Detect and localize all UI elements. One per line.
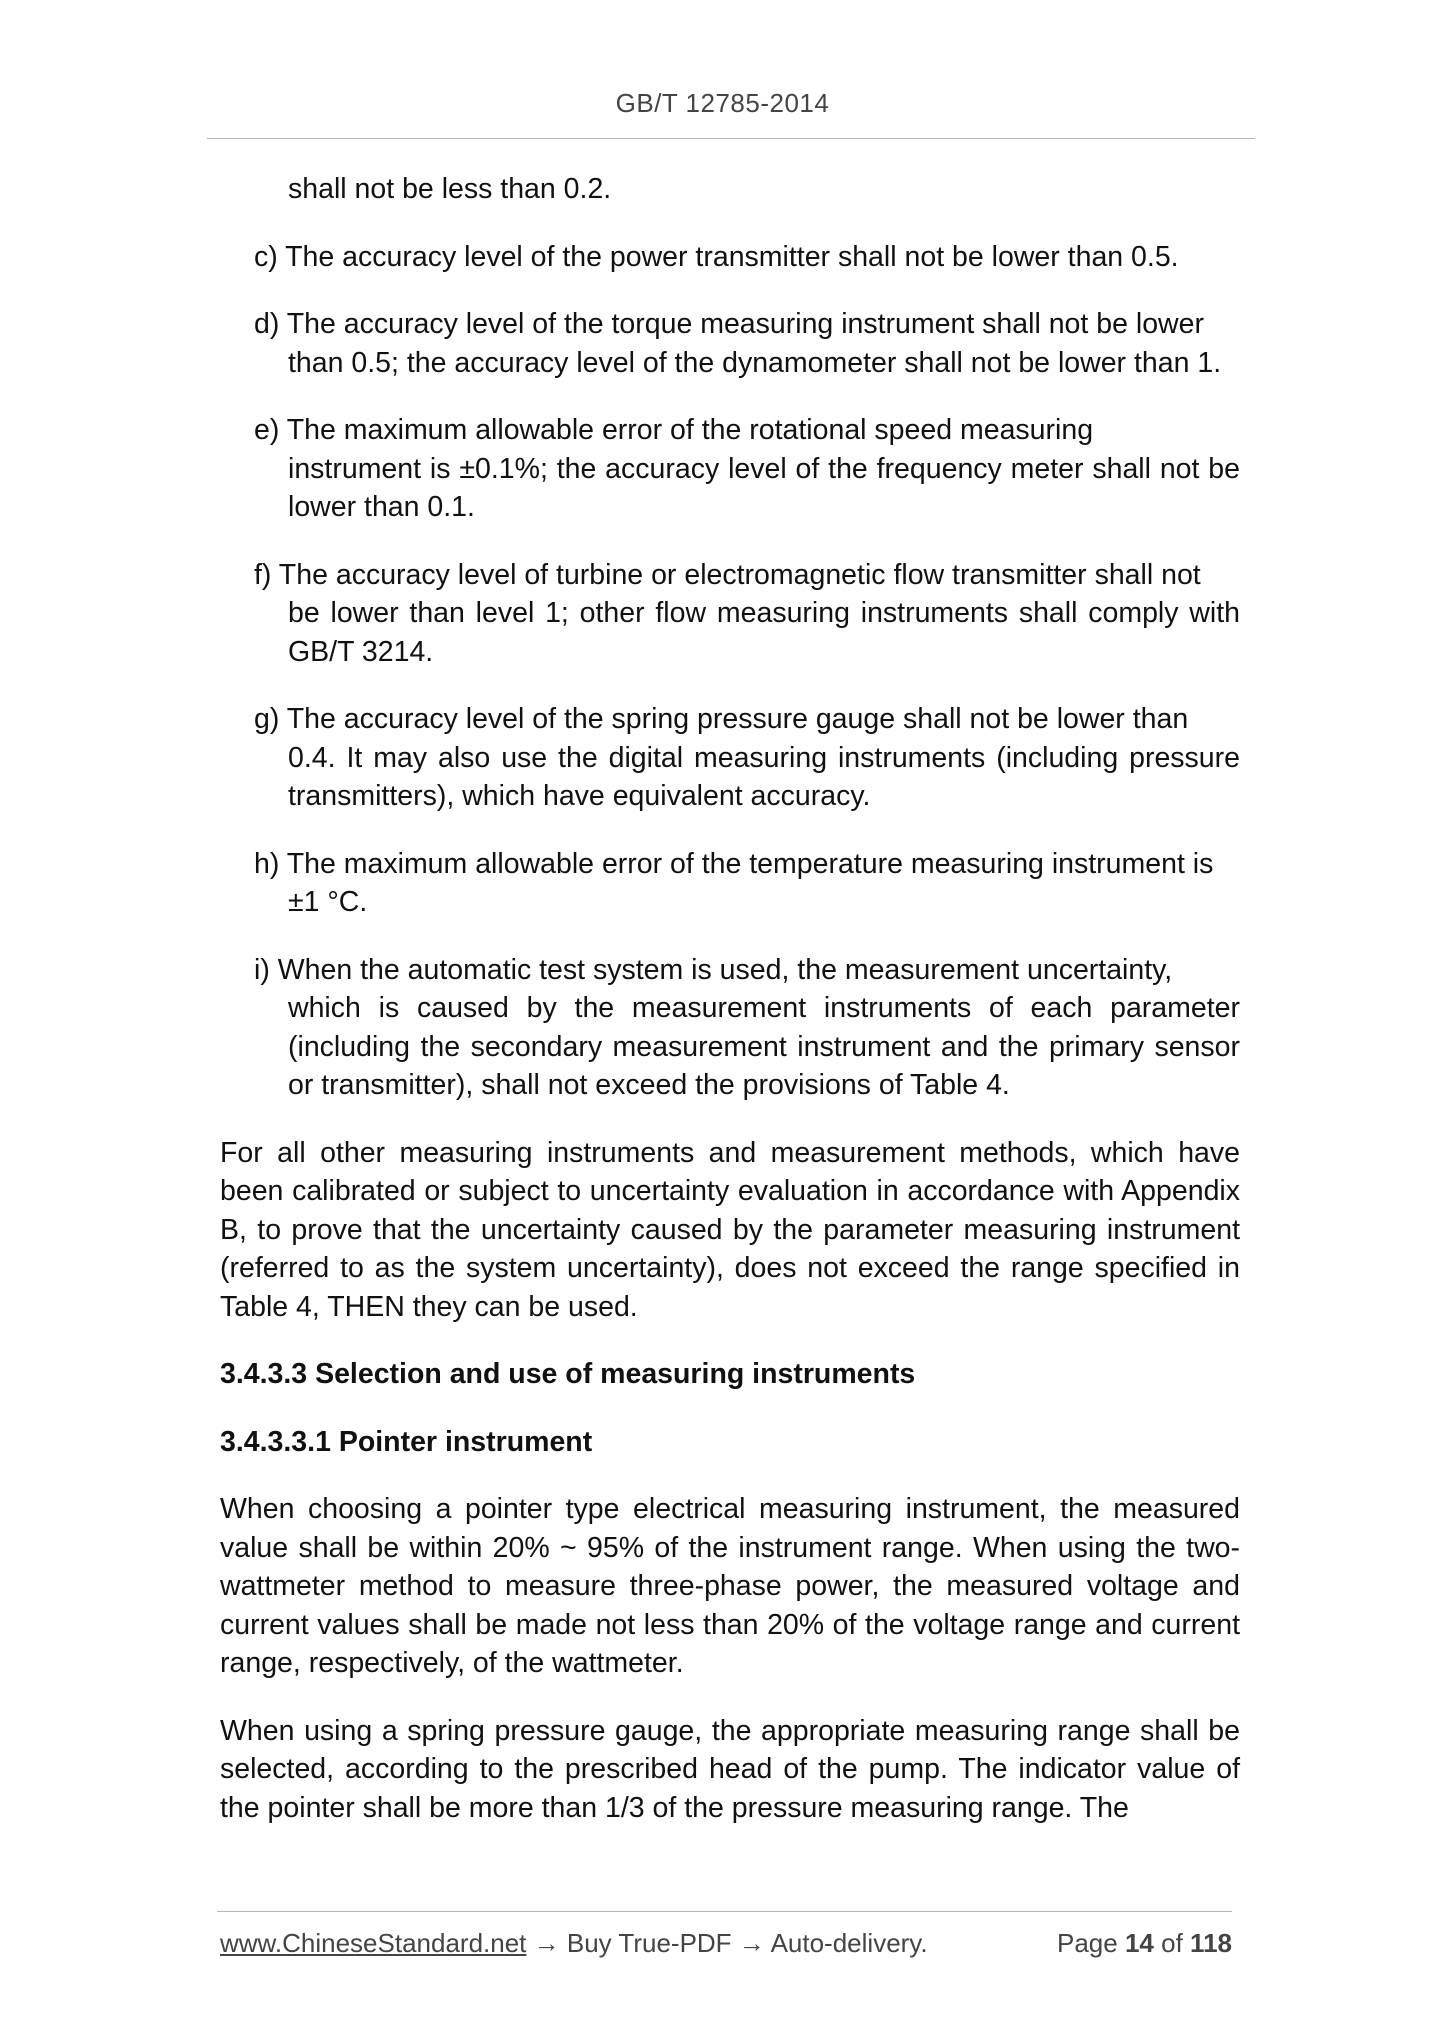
list-item-e bbox=[220, 411, 1240, 527]
page-counter bbox=[1057, 1928, 1232, 1959]
of-label: of bbox=[1161, 1928, 1183, 1958]
list-item-e-first-line: e) The maximum allowable error of the rotational speed measuring bbox=[254, 414, 1094, 446]
footer-promo-text: → Buy True-PDF → Auto-delivery. bbox=[526, 1928, 928, 1958]
page-label: Page bbox=[1057, 1928, 1118, 1958]
paragraph-spring-pressure-gauge: When using a spring pressure gauge, the appropriate measuring range shall be selected, according to the prescribed head of the pump. The indicator value of the pointer shall be more than 1/3 of the pressure measuring range. The bbox=[220, 1714, 1240, 1824]
list-item-i-rest: which is caused by the measurement instruments of each parameter (including the secondary measurement instrument and the primary sensor or transmitter), shall not exceed the provisions of Table 4. bbox=[288, 992, 1240, 1101]
section-heading-selection: 3.4.3.3 Selection and use of measuring instruments bbox=[220, 1358, 916, 1390]
section-heading-pointer-instrument: 3.4.3.3.1 Pointer instrument bbox=[220, 1425, 593, 1458]
list-item-g-first-line: g) The accuracy level of the spring pressure gauge shall not be lower than bbox=[254, 703, 1189, 735]
list-item-h bbox=[220, 845, 1240, 922]
website-link[interactable]: www.ChineseStandard.net bbox=[220, 1928, 527, 1958]
document-header-title: GB/T 12785-2014 bbox=[615, 88, 830, 118]
list-item-d-rest: than 0.5; the accuracy level of the dynamometer shall not be lower than 1. bbox=[288, 346, 1222, 379]
list-item-e-rest: instrument is ±0.1%; the accuracy level of the frequency meter shall not be lower than 0.1. bbox=[288, 452, 1240, 523]
document-body bbox=[220, 170, 1240, 1856]
footer-promo bbox=[220, 1928, 928, 1959]
list-item-h-first-line: h) The maximum allowable error of the temperature measuring instrument is bbox=[254, 847, 1214, 880]
footer-divider bbox=[217, 1911, 1232, 1912]
continuation-text: shall not be less than 0.2. bbox=[288, 173, 612, 205]
list-item-i bbox=[220, 951, 1240, 1105]
list-item-d bbox=[220, 305, 1240, 382]
list-item-g-rest: 0.4. It may also use the digital measuring instruments (including pressure transmitters), which have equivalent accuracy. bbox=[288, 741, 1240, 812]
list-item-f-first-line: f) The accuracy level of turbine or electromagnetic flow transmitter shall not bbox=[254, 558, 1201, 591]
list-item-i-first-line: i) When the automatic test system is used, the measurement uncertainty, bbox=[254, 953, 1173, 986]
page-number: 14 bbox=[1124, 1928, 1154, 1958]
paragraph-pointer-instrument: When choosing a pointer type electrical measuring instrument, the measured value shall be within 20% ~ 95% of the instrument range. When using the two-wattmeter method to measure three-phase power, the measured voltage and current values shall be made not less than 20% of the voltage range and current range, respectively, of the wattmeter. bbox=[220, 1493, 1240, 1679]
paragraph-other-instruments: For all other measuring instruments and measurement methods, which have been calibrated or subject to uncertainty evaluation in accordance with Appendix B, to prove that the uncertainty caused by the parameter measuring instrument (referred to as the system uncertainty), does not exceed the range specified in Table 4, THEN they can be used. bbox=[220, 1136, 1240, 1323]
page-total: 118 bbox=[1190, 1928, 1232, 1958]
list-item-h-rest: ±1 °C. bbox=[288, 886, 368, 918]
list-item-g bbox=[220, 700, 1240, 816]
list-item-d-first-line: d) The accuracy level of the torque measuring instrument shall not be lower bbox=[254, 308, 1204, 340]
list-item-c bbox=[220, 238, 1240, 277]
list-item-c-first-line: c) The accuracy level of the power transmitter shall not be lower than 0.5. bbox=[254, 240, 1179, 273]
list-item-f-rest: be lower than level 1; other flow measuring instruments shall comply with GB/T 3214. bbox=[288, 597, 1240, 668]
list-item-f bbox=[220, 556, 1240, 672]
header-divider bbox=[207, 138, 1255, 139]
